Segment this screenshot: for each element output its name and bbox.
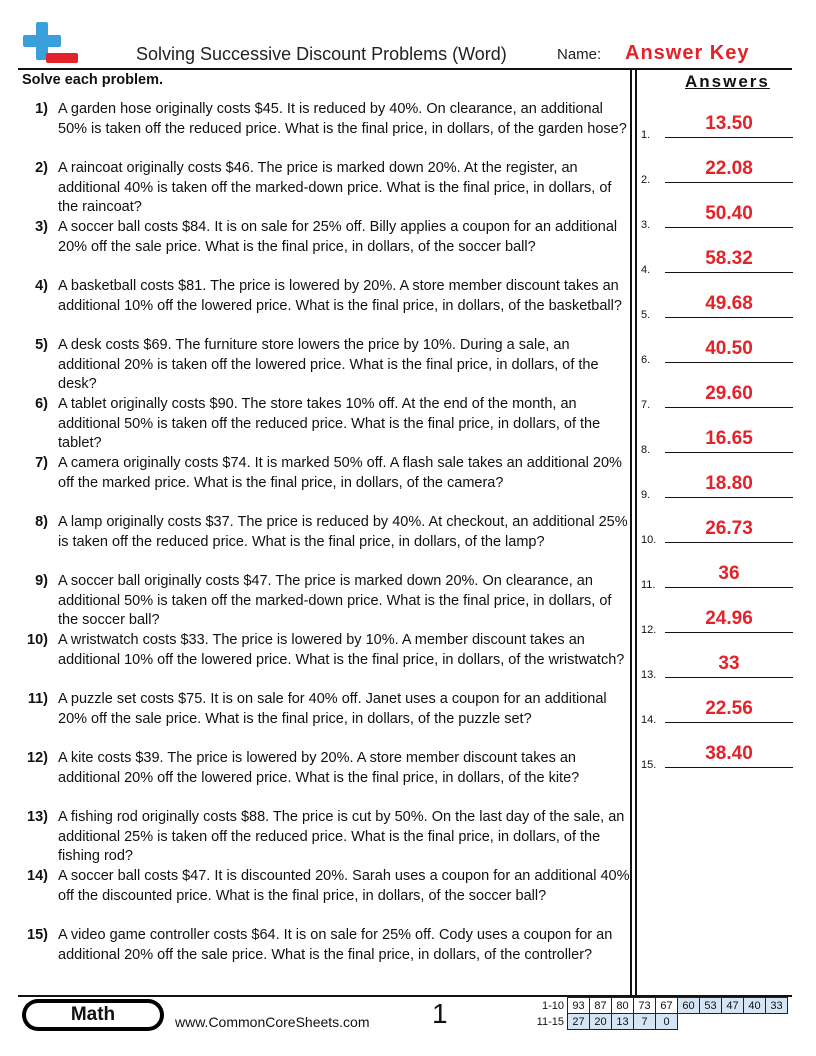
answer-number: 9. bbox=[641, 489, 651, 501]
answer-value: 58.32 bbox=[705, 248, 753, 269]
problem-number: 1) bbox=[35, 101, 48, 117]
answer-value: 22.56 bbox=[705, 698, 753, 719]
score-cell: 20 bbox=[590, 1014, 612, 1030]
problem-text: A video game controller costs $64. It is on sale for 25% off. Cody uses a coupon for an additional 20% off the sale price. What is the final price, in dollars, of the controller? bbox=[58, 927, 613, 963]
problem-text: A puzzle set costs $75. It is on sale for 40% off. Janet uses a coupon for an additional 20% off the sale price. What is the final price, in dollars, of the puzzle set? bbox=[58, 691, 607, 727]
score-cell: 87 bbox=[590, 998, 612, 1014]
answer-line bbox=[665, 542, 793, 543]
answer-number: 13. bbox=[641, 669, 657, 681]
subject-badge bbox=[22, 999, 164, 1031]
page-number: 1 bbox=[432, 998, 448, 1029]
problem-text: A soccer ball costs $84. It is on sale for 25% off. Billy applies a coupon for an additional 20% off the sale price. What is the final price, in dollars, of the soccer ball? bbox=[58, 219, 618, 255]
answer-line bbox=[665, 632, 793, 633]
answer-row bbox=[641, 653, 793, 681]
problem-number: 6) bbox=[35, 396, 48, 412]
score-cell: 0 bbox=[656, 1014, 678, 1030]
score-row-label: 1-10 bbox=[541, 999, 564, 1012]
answer-value: 24.96 bbox=[705, 608, 753, 629]
problem-number: 14) bbox=[27, 868, 48, 884]
answer-row bbox=[641, 743, 793, 771]
answer-line bbox=[665, 362, 793, 363]
answer-number: 5. bbox=[641, 309, 651, 321]
score-cell: 47 bbox=[722, 998, 744, 1014]
answer-column-divider bbox=[635, 70, 637, 997]
answer-row bbox=[641, 293, 793, 321]
answer-number: 4. bbox=[641, 264, 651, 276]
score-cell: 33 bbox=[766, 998, 788, 1014]
score-row-label: 11-15 bbox=[536, 1015, 564, 1028]
answer-row bbox=[641, 518, 793, 546]
answer-number: 8. bbox=[641, 444, 651, 456]
problem-number: 5) bbox=[35, 337, 48, 353]
answer-row bbox=[641, 203, 793, 231]
answer-row bbox=[641, 113, 793, 141]
answer-line bbox=[665, 182, 793, 183]
problem-number: 13) bbox=[27, 809, 48, 825]
answer-line bbox=[665, 452, 793, 453]
answer-row bbox=[641, 383, 793, 411]
answer-number: 6. bbox=[641, 354, 651, 366]
problem-number: 3) bbox=[35, 219, 48, 235]
answer-line bbox=[665, 272, 793, 273]
answer-number: 10. bbox=[641, 534, 657, 546]
answer-value: 13.50 bbox=[705, 113, 753, 134]
answer-value: 36 bbox=[718, 563, 740, 584]
worksheet-title: Solving Successive Discount Problems (Word) bbox=[136, 44, 507, 64]
problem-number: 15) bbox=[27, 927, 48, 943]
answer-row bbox=[641, 248, 793, 276]
answer-line bbox=[665, 587, 793, 588]
problem-text: A desk costs $69. The furniture store lowers the price by 10%. During a sale, an additional 20% is taken off the lowered price. What is the final price, in dollars, of the desk? bbox=[58, 337, 599, 392]
problem-number: 4) bbox=[35, 278, 48, 294]
problem-number: 12) bbox=[27, 750, 48, 766]
answer-key-label: Answer Key bbox=[625, 42, 750, 64]
problem-text: A soccer ball originally costs $47. The price is marked down 20%. On clearance, an additional 50% is taken off the marked-down price. What is the final price, in dollars, of the soccer ball? bbox=[58, 573, 612, 628]
answer-line bbox=[665, 497, 793, 498]
subject-badge-label: Math bbox=[26, 1003, 160, 1027]
score-cell: 60 bbox=[678, 998, 700, 1014]
answer-row bbox=[641, 473, 793, 501]
answer-number: 7. bbox=[641, 399, 651, 411]
answer-value: 50.40 bbox=[705, 203, 753, 224]
answer-column-divider bbox=[630, 70, 632, 997]
answer-value: 18.80 bbox=[705, 473, 753, 494]
plus-minus-logo-icon bbox=[22, 22, 80, 68]
answer-row bbox=[641, 698, 793, 726]
answer-number: 3. bbox=[641, 219, 651, 231]
score-cell: 73 bbox=[634, 998, 656, 1014]
answer-number: 15. bbox=[641, 759, 657, 771]
answer-number: 1. bbox=[641, 129, 651, 141]
answer-row bbox=[641, 608, 793, 636]
answer-row bbox=[641, 338, 793, 366]
problem-text: A camera originally costs $74. It is marked 50% off. A flash sale takes an additional 20% off the marked price. What is the final price, in dollars, of the camera? bbox=[58, 455, 622, 491]
answer-value: 26.73 bbox=[705, 518, 753, 539]
answer-value: 33 bbox=[718, 653, 740, 674]
score-cell: 93 bbox=[568, 998, 590, 1014]
score-cell: 13 bbox=[612, 1014, 634, 1030]
score-cell: 67 bbox=[656, 998, 678, 1014]
website-link[interactable]: www.CommonCoreSheets.com bbox=[175, 1014, 370, 1030]
problem-text: A lamp originally costs $37. The price is reduced by 40%. At checkout, an additional 25% is taken off the reduced price. What is the final price, in dollars, of the lamp? bbox=[58, 514, 628, 550]
answer-line bbox=[665, 677, 793, 678]
score-cell: 80 bbox=[612, 998, 634, 1014]
answer-number: 2. bbox=[641, 174, 651, 186]
answer-value: 38.40 bbox=[705, 743, 753, 764]
answer-line bbox=[665, 767, 793, 768]
answer-line bbox=[665, 722, 793, 723]
answer-value: 16.65 bbox=[705, 428, 753, 449]
answers-heading: Answers bbox=[685, 72, 770, 91]
header-divider bbox=[18, 68, 792, 70]
problem-number: 10) bbox=[27, 632, 48, 648]
answer-row bbox=[641, 428, 793, 456]
problem-text: A garden hose originally costs $45. It is reduced by 40%. On clearance, an additional 50% is taken off the reduced price. What is the final price, in dollars, of the garden hose? bbox=[58, 101, 627, 137]
answer-line bbox=[665, 137, 793, 138]
problem-text: A soccer ball costs $47. It is discounted 20%. Sarah uses a coupon for an additional 40% off the discounted price. What is the final price, in dollars, of the soccer ball? bbox=[58, 868, 630, 904]
problem-number: 8) bbox=[35, 514, 48, 530]
answer-value: 40.50 bbox=[705, 338, 753, 359]
problem-number: 9) bbox=[35, 573, 48, 589]
problem-text: A wristwatch costs $33. The price is lowered by 10%. A member discount takes an additional 10% off the lowered price. What is the final price, in dollars, of the wristwatch? bbox=[58, 632, 625, 668]
name-label: Name: bbox=[557, 46, 602, 63]
score-cell: 40 bbox=[744, 998, 766, 1014]
score-cell: 53 bbox=[700, 998, 722, 1014]
answer-number: 12. bbox=[641, 624, 657, 636]
problem-text: A raincoat originally costs $46. The price is marked down 20%. At the register, an additional 40% is taken off the marked-down price. What is the final price, in dollars, of the raincoat? bbox=[58, 160, 612, 215]
instructions: Solve each problem. bbox=[22, 72, 164, 88]
problem-number: 2) bbox=[35, 160, 48, 176]
problem-text: A fishing rod originally costs $88. The price is cut by 50%. On the last day of the sale, an additional 25% is taken off the reduced price. What is the final price, in dollars, of the fishing rod? bbox=[58, 809, 625, 864]
problem-text: A tablet originally costs $90. The store takes 10% off. At the end of the month, an additional 50% is taken off the reduced price. What is the final price, in dollars, of the tablet? bbox=[58, 396, 601, 451]
answer-line bbox=[665, 407, 793, 408]
answer-value: 22.08 bbox=[705, 158, 753, 179]
answer-row bbox=[641, 563, 793, 591]
problem-text: A basketball costs $81. The price is lowered by 20%. A store member discount takes an additional 10% off the lowered price. What is the final price, in dollars, of the basketball? bbox=[58, 278, 622, 314]
score-table bbox=[530, 997, 788, 1030]
problem-number: 7) bbox=[35, 455, 48, 471]
score-row bbox=[530, 998, 788, 1014]
answer-number: 14. bbox=[641, 714, 657, 726]
answer-row bbox=[641, 158, 793, 186]
problem-text: A kite costs $39. The price is lowered by 20%. A store member discount takes an additional 20% off the lowered price. What is the final price, in dollars, of the kite? bbox=[58, 750, 580, 786]
answer-line bbox=[665, 317, 793, 318]
score-cell: 27 bbox=[568, 1014, 590, 1030]
score-row bbox=[530, 1014, 788, 1030]
answer-value: 29.60 bbox=[705, 383, 753, 404]
answer-value: 49.68 bbox=[705, 293, 753, 314]
answer-number: 11. bbox=[641, 579, 656, 591]
answer-line bbox=[665, 227, 793, 228]
score-cell: 7 bbox=[634, 1014, 656, 1030]
problem-number: 11) bbox=[27, 691, 48, 707]
